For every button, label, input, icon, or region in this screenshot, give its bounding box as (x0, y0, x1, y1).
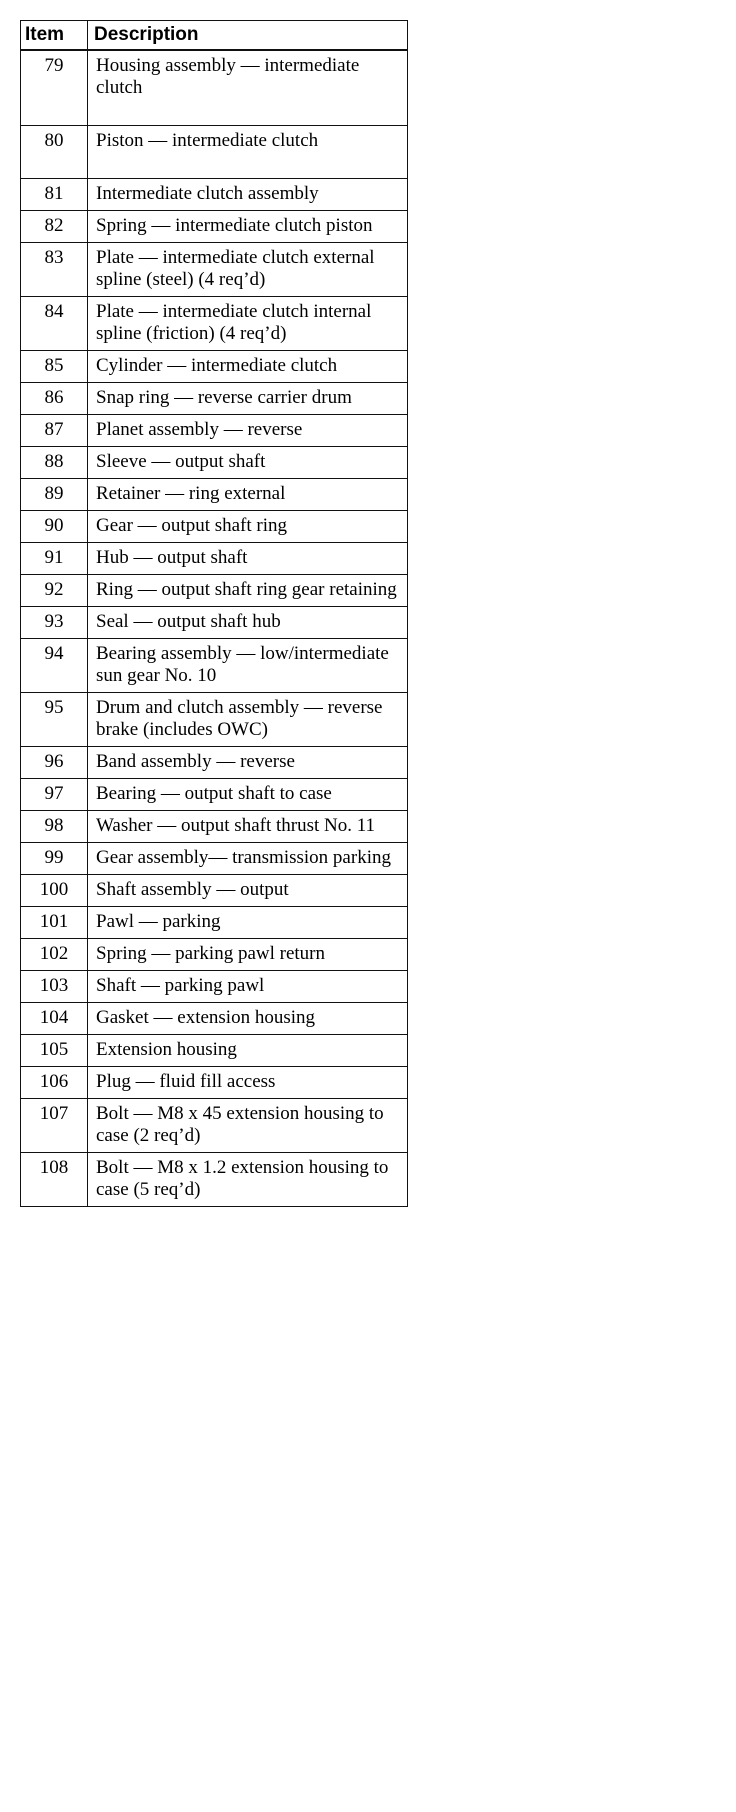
description-cell: Plug — fluid fill access (88, 1067, 408, 1099)
item-number-cell: 92 (21, 575, 88, 607)
description-cell: Housing assembly — intermediate clutch (88, 50, 408, 126)
table-row (21, 907, 408, 939)
item-number-cell: 83 (21, 243, 88, 297)
table-row (21, 179, 408, 211)
table-row (21, 351, 408, 383)
item-number-cell: 97 (21, 779, 88, 811)
table-row (21, 511, 408, 543)
description-cell: Hub — output shaft (88, 543, 408, 575)
table-row (21, 971, 408, 1003)
table-row (21, 1099, 408, 1153)
item-number-cell: 101 (21, 907, 88, 939)
description-cell: Pawl — parking (88, 907, 408, 939)
table-row (21, 297, 408, 351)
description-cell: Cylinder — intermediate clutch (88, 351, 408, 383)
description-cell: Retainer — ring external (88, 479, 408, 511)
description-cell: Seal — output shaft hub (88, 607, 408, 639)
table-row (21, 1153, 408, 1207)
table-row (21, 811, 408, 843)
table-row (21, 1003, 408, 1035)
item-number-cell: 108 (21, 1153, 88, 1207)
description-cell: Plate — intermediate clutch external spline (steel) (4 req’d) (88, 243, 408, 297)
description-cell: Spring — parking pawl return (88, 939, 408, 971)
item-number-cell: 85 (21, 351, 88, 383)
item-number-cell: 81 (21, 179, 88, 211)
description-cell: Band assembly — reverse (88, 747, 408, 779)
description-cell: Gasket — extension housing (88, 1003, 408, 1035)
description-cell: Washer — output shaft thrust No. 11 (88, 811, 408, 843)
item-number-cell: 90 (21, 511, 88, 543)
item-number-cell: 107 (21, 1099, 88, 1153)
item-number-cell: 96 (21, 747, 88, 779)
header-row (21, 21, 408, 51)
description-cell: Snap ring — reverse carrier drum (88, 383, 408, 415)
parts-table (20, 20, 408, 1207)
description-cell: Gear assembly— transmission parking (88, 843, 408, 875)
table-row (21, 211, 408, 243)
item-number-cell: 98 (21, 811, 88, 843)
description-cell: Bearing — output shaft to case (88, 779, 408, 811)
table-row (21, 875, 408, 907)
description-cell: Planet assembly — reverse (88, 415, 408, 447)
item-number-cell: 102 (21, 939, 88, 971)
table-body (21, 50, 408, 1207)
item-number-cell: 82 (21, 211, 88, 243)
table-row (21, 243, 408, 297)
description-cell: Piston — intermediate clutch (88, 126, 408, 179)
item-number-cell: 105 (21, 1035, 88, 1067)
description-cell: Intermediate clutch assembly (88, 179, 408, 211)
table-row (21, 747, 408, 779)
item-number-cell: 89 (21, 479, 88, 511)
table-row (21, 1067, 408, 1099)
item-number-cell: 88 (21, 447, 88, 479)
item-column-header: Item (21, 21, 88, 51)
table-row (21, 607, 408, 639)
item-number-cell: 94 (21, 639, 88, 693)
item-number-cell: 103 (21, 971, 88, 1003)
description-cell: Bearing assembly — low/intermediate sun gear No. 10 (88, 639, 408, 693)
description-cell: Plate — intermediate clutch internal spline (friction) (4 req’d) (88, 297, 408, 351)
table-row (21, 50, 408, 126)
description-cell: Spring — intermediate clutch piston (88, 211, 408, 243)
item-number-cell: 86 (21, 383, 88, 415)
table-row (21, 126, 408, 179)
item-number-cell: 87 (21, 415, 88, 447)
description-cell: Gear — output shaft ring (88, 511, 408, 543)
item-number-cell: 79 (21, 50, 88, 126)
item-number-cell: 91 (21, 543, 88, 575)
item-number-cell: 80 (21, 126, 88, 179)
table-row (21, 693, 408, 747)
description-cell: Bolt — M8 x 1.2 extension housing to case (5 req’d) (88, 1153, 408, 1207)
item-number-cell: 104 (21, 1003, 88, 1035)
parts-list-sheet (20, 20, 408, 1207)
table-row (21, 843, 408, 875)
description-column-header: Description (88, 21, 408, 51)
item-number-cell: 99 (21, 843, 88, 875)
table-row (21, 1035, 408, 1067)
description-cell: Sleeve — output shaft (88, 447, 408, 479)
item-number-cell: 84 (21, 297, 88, 351)
table-row (21, 779, 408, 811)
table-row (21, 383, 408, 415)
item-number-cell: 100 (21, 875, 88, 907)
description-cell: Shaft assembly — output (88, 875, 408, 907)
description-cell: Shaft — parking pawl (88, 971, 408, 1003)
description-cell: Drum and clutch assembly — reverse brake (includes OWC) (88, 693, 408, 747)
table-row (21, 415, 408, 447)
table-row (21, 447, 408, 479)
table-row (21, 575, 408, 607)
description-cell: Extension housing (88, 1035, 408, 1067)
table-row (21, 543, 408, 575)
table-row (21, 479, 408, 511)
table-header (21, 21, 408, 51)
description-cell: Ring — output shaft ring gear retaining (88, 575, 408, 607)
description-cell: Bolt — M8 x 45 extension housing to case (2 req’d) (88, 1099, 408, 1153)
table-row (21, 939, 408, 971)
item-number-cell: 106 (21, 1067, 88, 1099)
item-number-cell: 93 (21, 607, 88, 639)
item-number-cell: 95 (21, 693, 88, 747)
table-row (21, 639, 408, 693)
